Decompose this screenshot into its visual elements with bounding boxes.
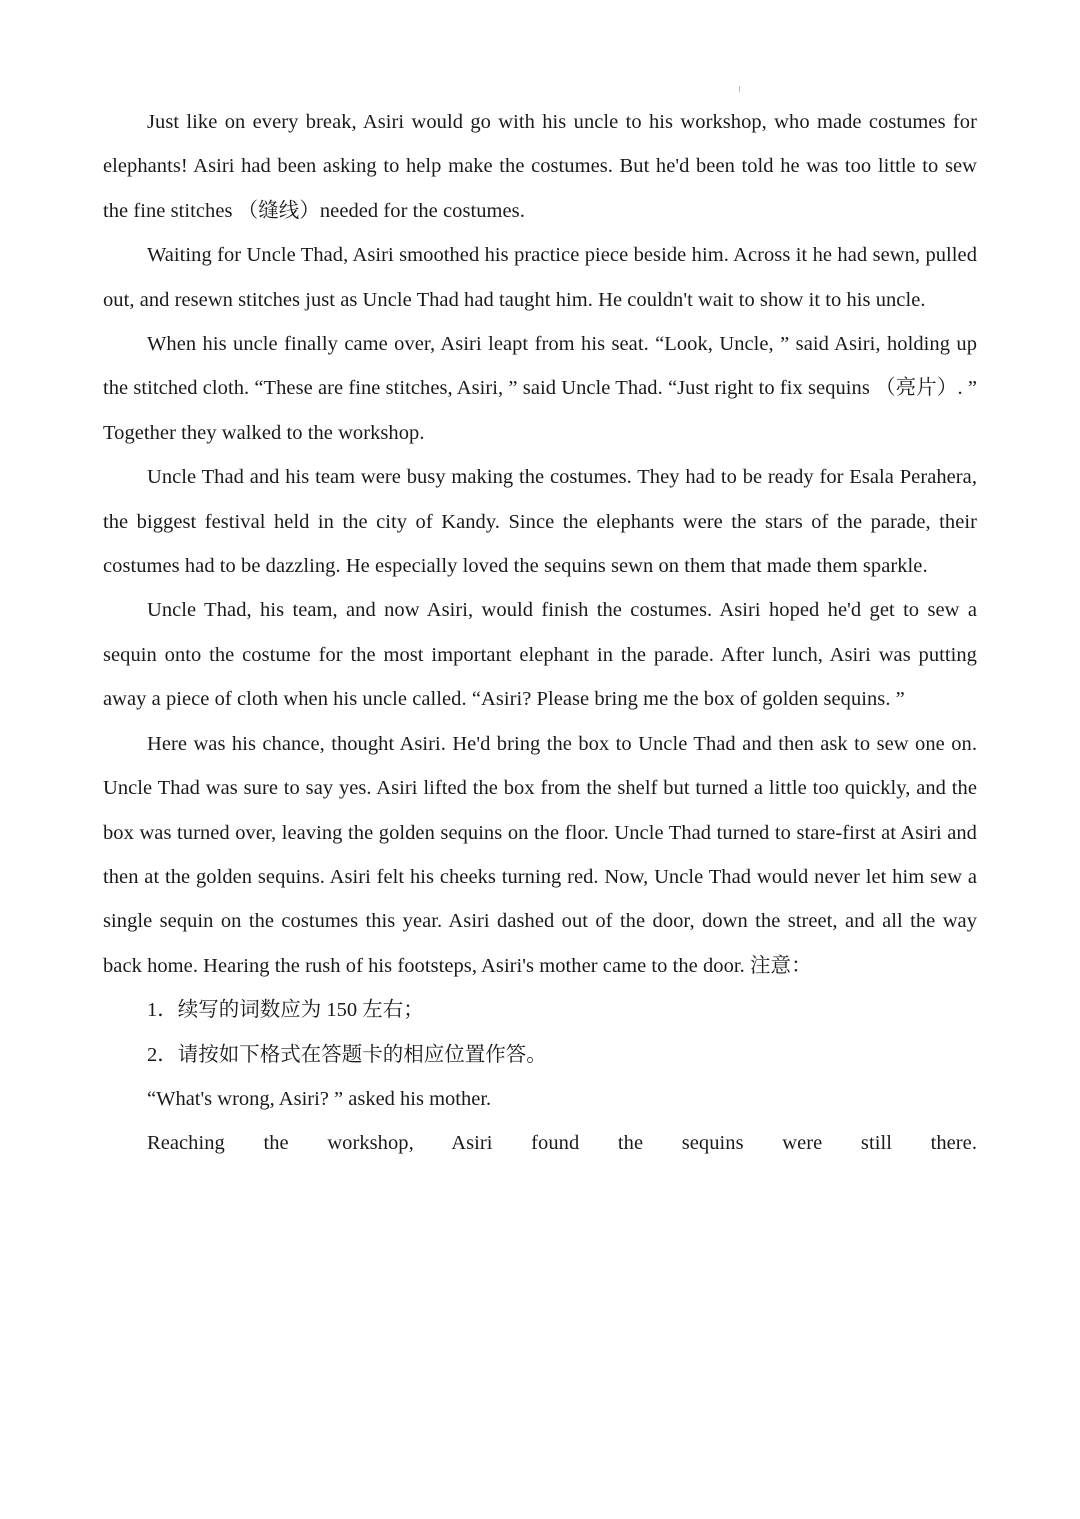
prompt-paragraph-1: “What's wrong, Asiri? ” asked his mother. xyxy=(147,1087,492,1110)
note-item-1: 1．续写的词数应为 150 左右； xyxy=(147,999,424,1022)
passage-body xyxy=(103,100,977,1166)
paragraph-6: Here was his chance, thought Asiri. He'd bring the box to Uncle Thad and then ask to sew one on. Uncle Thad was sure to say yes. Asiri lifted the box from the shelf but turned a little too quickly, and the box was turned over, leaving the golden sequins on the floor. Uncle Thad turned to stare-first at Asiri and then at the golden sequins. Asiri felt his cheeks turning red. Now, Uncle Thad would never let him sew a single sequin on the costumes this year. Asiri dashed out of the door, down the street, and all the way back home. Hearing the rush of his footsteps, Asiri's mother came to the door. 注意： xyxy=(103,732,977,977)
note-item-2: 2．请按如下格式在答题卡的相应位置作答。 xyxy=(147,1043,547,1066)
paragraph-4: Uncle Thad and his team were busy making the costumes. They had to be ready for Esala Perahera, the biggest festival held in the city of Kandy. Since the elephants were the stars of the parade, their costumes had to be dazzling. He especially loved the sequins sewn on them that made them sparkle. xyxy=(103,466,977,578)
paragraph-1: Just like on every break, Asiri would go with his uncle to his workshop, who made costumes for elephants! Asiri had been asking to help make the costumes. But he'd been told he was too little to sew the fine stitches （缝线）needed for the costumes. xyxy=(103,111,977,222)
paragraph-2: Waiting for Uncle Thad, Asiri smoothed his practice piece beside him. Across it he had sewn, pulled out, and resewn stitches just as Uncle Thad had taught him. He couldn't wait to show it to his uncle. xyxy=(103,244,977,311)
paragraph-3: When his uncle finally came over, Asiri leapt from his seat. “Look, Uncle, ” said Asiri, holding up the stitched cloth. “These are fine stitches, Asiri, ” said Uncle Thad. “Just right to fix sequins （亮片）. ” Together they walked to the workshop. xyxy=(103,333,977,444)
scan-speck xyxy=(739,86,740,92)
paragraph-5: Uncle Thad, his team, and now Asiri, would finish the costumes. Asiri hoped he'd get to sew a sequin onto the costume for the most important elephant in the parade. After lunch, Asiri was putting away a piece of cloth when his uncle called. “Asiri? Please bring me the box of golden sequins. ” xyxy=(103,599,977,711)
prompt-paragraph-2: Reaching the workshop, Asiri found the sequins were still there. xyxy=(147,1132,977,1155)
